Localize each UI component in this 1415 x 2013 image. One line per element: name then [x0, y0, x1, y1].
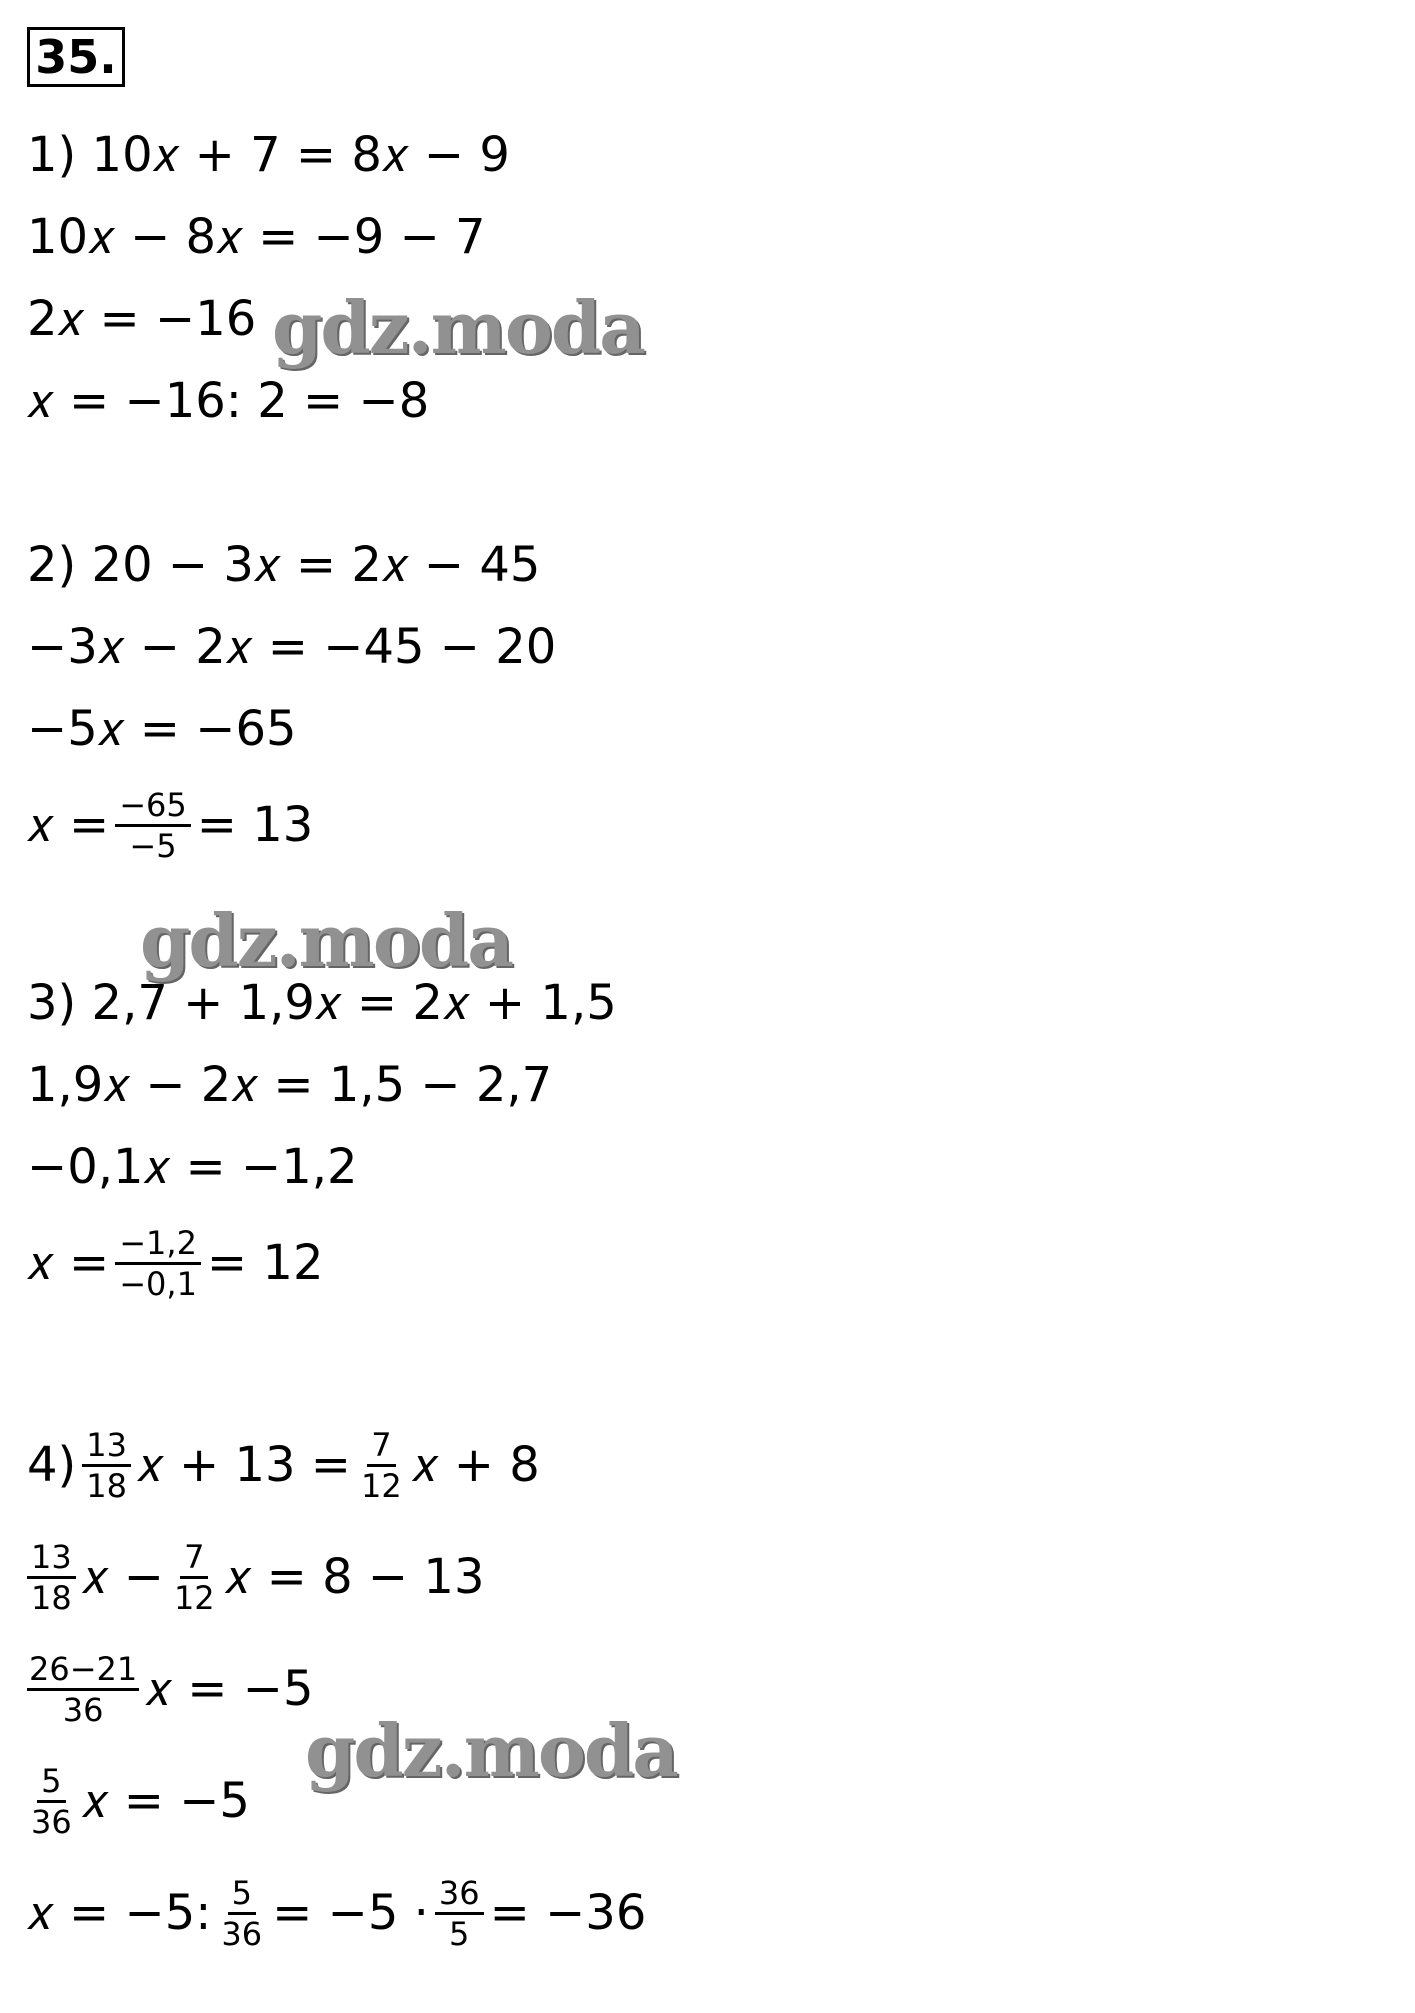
part4-line2-post: 𝑥 = 8 − 13	[224, 1549, 485, 1605]
part3-line3: −0,1𝑥 = −1,2	[27, 1139, 358, 1195]
part4-line5-pre: 𝑥 = −5:	[27, 1885, 212, 1941]
part4-line5	[27, 1858, 646, 1968]
part4-line1-mid: 𝑥 + 13 =	[136, 1437, 352, 1493]
fraction-numerator: 7	[367, 1426, 395, 1467]
part3-line1: 3) 2,7 + 1,9𝑥 = 2𝑥 + 1,5	[27, 975, 617, 1031]
fraction-numerator: 7	[180, 1538, 208, 1579]
fraction-denominator: 12	[361, 1466, 402, 1505]
part4-line2-fraction2	[170, 1538, 219, 1617]
part4-line4-post: 𝑥 = −5	[81, 1773, 250, 1829]
part4-line3	[27, 1634, 313, 1744]
watermark: gdz.moda	[305, 1708, 677, 1793]
part3-line4-post: = 12	[206, 1235, 324, 1291]
fraction-denominator: 5	[449, 1914, 470, 1953]
fraction-numerator: 13	[27, 1538, 76, 1579]
part2-fraction	[115, 786, 191, 865]
part4-line2-mid: 𝑥 −	[81, 1549, 164, 1605]
fraction-numerator: 26−21	[27, 1650, 139, 1691]
fraction-denominator: 18	[86, 1466, 127, 1505]
part2-line3: −5𝑥 = −65	[27, 701, 297, 757]
fraction-numerator: 5	[37, 1762, 65, 1803]
part2-fraction-numerator: −65	[115, 786, 191, 827]
fraction-numerator: 13	[82, 1426, 131, 1467]
part1-line1: 1) 10𝑥 + 7 = 8𝑥 − 9	[27, 127, 510, 183]
part3-fraction	[115, 1224, 201, 1303]
part3-fraction-numerator: −1,2	[115, 1224, 201, 1265]
fraction-denominator: 36	[221, 1914, 263, 1953]
part4-line5-fraction2	[435, 1874, 484, 1953]
part4-line1-post: 𝑥 + 8	[411, 1437, 540, 1493]
part4-line3-post: 𝑥 = −5	[145, 1661, 314, 1717]
fraction-denominator: 18	[31, 1578, 72, 1617]
watermark: gdz.moda	[272, 285, 644, 370]
part3-line2: 1,9𝑥 − 2𝑥 = 1,5 − 2,7	[27, 1057, 553, 1113]
fraction-denominator: 36	[31, 1802, 72, 1841]
part2-line4	[27, 770, 313, 880]
part4-line2-fraction1	[27, 1538, 76, 1617]
watermark: gdz.moda	[140, 898, 512, 983]
part4-line4	[27, 1746, 250, 1856]
part4-line2	[27, 1522, 484, 1632]
part3-fraction-denominator: −0,1	[119, 1264, 197, 1303]
part4-line1-fraction2	[357, 1426, 406, 1505]
part1-line4: 𝑥 = −16: 2 = −8	[27, 373, 430, 429]
fraction-denominator: 12	[173, 1578, 215, 1617]
part4-line4-fraction	[27, 1762, 76, 1841]
part1-line3: 2𝑥 = −16	[27, 291, 257, 347]
part2-line4-post: = 13	[196, 797, 314, 853]
part2-line2: −3𝑥 − 2𝑥 = −45 − 20	[27, 619, 557, 675]
part2-line1: 2) 20 − 3𝑥 = 2𝑥 − 45	[27, 537, 541, 593]
part3-line4-pre: 𝑥 =	[27, 1235, 110, 1291]
part2-line4-pre: 𝑥 =	[27, 797, 110, 853]
fraction-denominator: 36	[62, 1690, 104, 1729]
part1-line2: 10𝑥 − 8𝑥 = −9 − 7	[27, 209, 486, 265]
fraction-numerator: 5	[228, 1874, 256, 1915]
part4-line1-fraction1	[82, 1426, 131, 1505]
fraction-numerator: 36	[435, 1874, 484, 1915]
part4-line3-fraction	[27, 1650, 139, 1729]
part4-line1-pre: 4)	[27, 1437, 77, 1493]
part4-line1	[27, 1410, 540, 1520]
part4-line5-fraction1	[217, 1874, 266, 1953]
part2-fraction-denominator: −5	[129, 826, 177, 865]
problem-number: 35.	[27, 27, 125, 87]
part4-line5-mid: = −5 ·	[272, 1885, 429, 1941]
part4-line5-post: = −36	[489, 1885, 647, 1941]
part3-line4	[27, 1208, 323, 1318]
